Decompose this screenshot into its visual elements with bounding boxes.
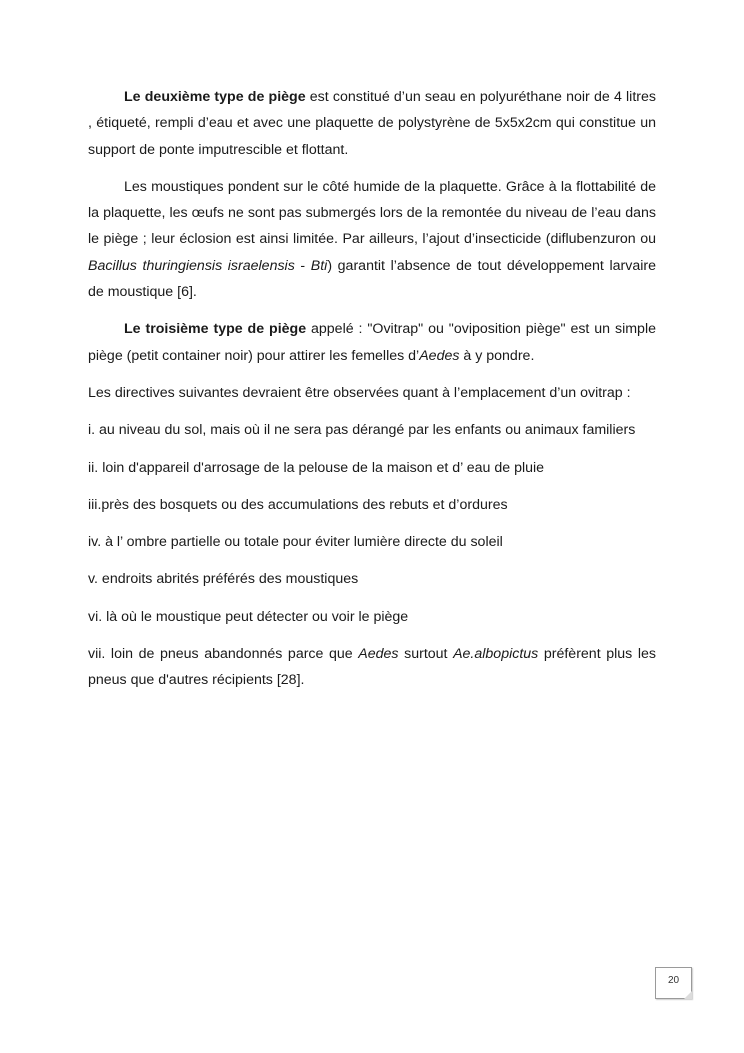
third-trap-text-2: à y pondre. (459, 347, 535, 364)
page-curl-icon (684, 991, 692, 999)
page-number: 20 (667, 975, 680, 986)
guideline-vii-text-3: préfèrent plus les pneus que d'autres récipients [28]. (88, 646, 656, 689)
page-number-box (655, 967, 692, 999)
guideline-item-i: i. au niveau du sol, mais où il ne sera pas dérangé par les enfants ou animaux familiers (88, 422, 636, 439)
third-trap-heading: Le troisième type de piège (124, 321, 307, 338)
paragraph-egg-laying (88, 174, 656, 305)
second-trap-heading: Le deuxième type de piège (124, 89, 306, 105)
third-trap-text-1: appelé : "Ovitrap" ou "oviposition piège" est un simple piège (petit container noir) pour attirer les femelles d’ (88, 321, 656, 364)
paragraph-guidelines-intro: Les directives suivantes devraient être observées quant à l’emplacement d’un ovitrap : (88, 384, 631, 401)
abbreviation-bti: Bti (310, 257, 328, 274)
guideline-item-iii: iii.près des bosquets ou des accumulations des rebuts et d’ordures (88, 496, 508, 513)
genus-aedes: Aedes (419, 347, 460, 364)
species-albopictus: Ae.albopictus (453, 646, 539, 663)
guideline-item-vi: vi. là où le moustique peut détecter ou voir le piège (88, 608, 409, 625)
guideline-item-iv: iv. à l’ ombre partielle ou totale pour éviter lumière directe du soleil (88, 534, 503, 551)
guideline-item-vii (88, 641, 656, 694)
egg-laying-separator: - (294, 257, 311, 274)
document-body (88, 84, 656, 705)
egg-laying-text-2: ) garantit l’absence de tout développement larvaire de moustique [6]. (88, 257, 657, 301)
paragraph-third-trap (88, 316, 656, 369)
guideline-item-ii: ii. loin d'appareil d'arrosage de la pelouse de la maison et d’ eau de pluie (88, 459, 545, 476)
guideline-vii-text-1: vii. loin de pneus abandonnés parce que (88, 646, 359, 663)
paragraph-second-trap (88, 84, 656, 163)
egg-laying-text-1: Les moustiques pondent sur le côté humide de la plaquette. Grâce à la flottabilité de la plaquette, les œufs ne sont pas submergés lors de la remontée du niveau de l’eau dans le piège ; leur éclosion est ainsi limitée. Par ailleurs, l’ajout d’insecticide (diflubenzuron ou (88, 178, 656, 248)
species-name-bti: Bacillus thuringiensis israelensis (88, 257, 295, 274)
second-trap-text: est constitué d’un seau en polyuréthane noir de 4 litres , étiqueté, rempli d’eau et avec une plaquette de polystyrène de 5x5x2cm qui constitue un support de ponte imputrescible et flottant. (88, 89, 656, 158)
guideline-vii-text-2: surtout (398, 646, 454, 663)
genus-aedes-vii: Aedes (358, 646, 399, 663)
guideline-item-v: v. endroits abrités préférés des moustiques (88, 571, 359, 588)
